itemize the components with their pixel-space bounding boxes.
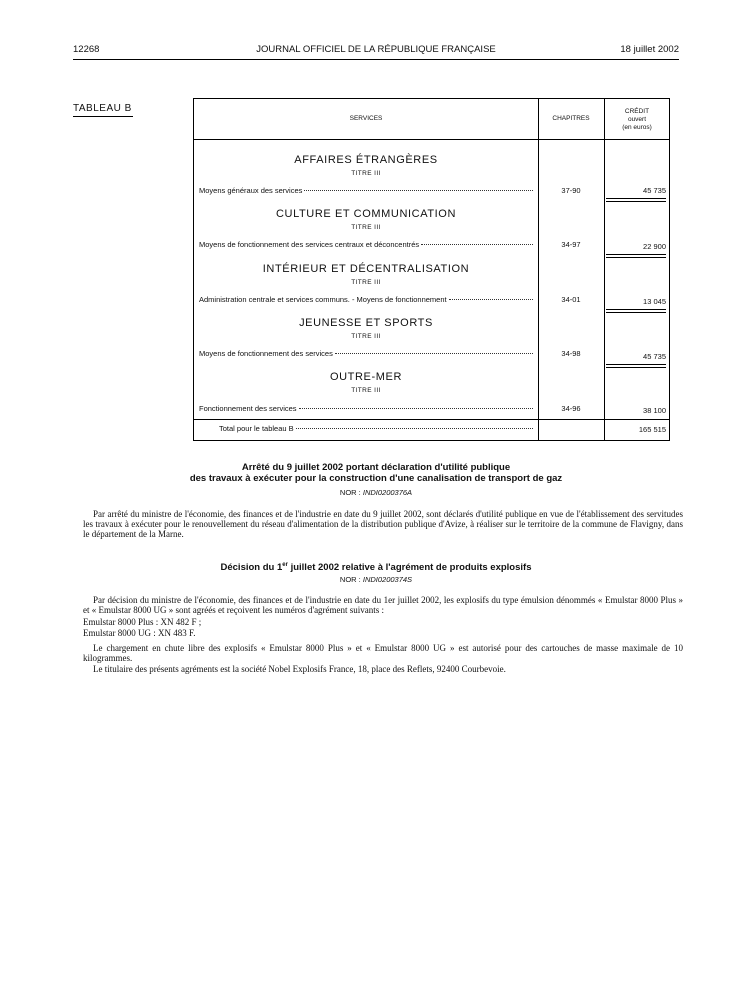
- leader-dots: [299, 408, 533, 409]
- leader-dots: [421, 244, 533, 245]
- section-title: JEUNESSE ET SPORTS: [299, 317, 433, 329]
- amount-rule: [606, 198, 666, 202]
- credit-value: 22 900: [643, 242, 666, 251]
- nor-label: NOR :: [339, 488, 361, 497]
- leader-dots: [304, 190, 533, 191]
- journal-title: JOURNAL OFFICIEL DE LA RÉPUBLIQUE FRANÇAISE: [256, 44, 496, 55]
- section-line: [199, 349, 533, 358]
- line-label: Fonctionnement des services: [199, 404, 297, 413]
- col-header-services: SERVICES: [349, 115, 383, 122]
- credit-header-line: (en euros): [622, 124, 652, 131]
- tableau-label-underline: [73, 116, 133, 117]
- decision-item-1: Emulstar 8000 Plus : XN 482 F ;: [83, 617, 202, 627]
- amount-rule: [606, 364, 666, 368]
- chapitre-value: 34-97: [561, 240, 581, 249]
- decision-title: [73, 560, 679, 573]
- amount-rule: [606, 309, 666, 313]
- total-divider: [194, 419, 669, 420]
- line-label: Moyens de fonctionnement des services centraux et déconcentrés: [199, 240, 420, 249]
- credit-value: 38 100: [643, 406, 666, 415]
- credit-value: 13 045: [643, 297, 666, 306]
- column-divider: [538, 99, 539, 440]
- decision-nor: [73, 575, 679, 584]
- section-line: [199, 240, 533, 249]
- section-line: [199, 404, 533, 413]
- total-value: 165 515: [638, 425, 666, 434]
- decision-paragraph-3: Le titulaire des présents agréments est la société Nobel Explosifs France, 18, place des Reflets, 92400 Courbevoie.: [93, 664, 506, 674]
- arrete-title-line1: Arrêté du 9 juillet 2002 portant déclaration d'utilité publique: [241, 462, 511, 473]
- line-label: Administration centrale et services communs. - Moyens de fonctionnement: [199, 295, 447, 304]
- total-line: [219, 424, 533, 433]
- section-titre: TITRE III: [351, 279, 381, 286]
- credit-value: 45 735: [643, 352, 666, 361]
- credit-header-line: ouvert: [627, 116, 647, 123]
- amount-rule: [606, 254, 666, 258]
- total-label: Total pour le tableau B: [219, 424, 294, 433]
- issue-date: 18 juillet 2002: [620, 44, 679, 55]
- col-header-credit: [604, 108, 670, 132]
- section-line: [199, 295, 533, 304]
- nor-code: INDI0200374S: [362, 575, 413, 584]
- decision-item-2: Emulstar 8000 UG : XN 483 F.: [83, 628, 196, 638]
- credit-header-line: CRÉDIT: [624, 108, 650, 115]
- chapitre-value: 37-90: [561, 186, 581, 195]
- decision-paragraph-2: Le chargement en chute libre des explosifs « Emulstar 8000 Plus » et « Emulstar 8000 UG » est autorisé pour des cartouches de masse maximale de 10 kilogrammes.: [83, 643, 683, 663]
- section-title: OUTRE-MER: [329, 371, 402, 383]
- section-line: [199, 186, 533, 195]
- leader-dots: [296, 428, 533, 429]
- decision-title-post: juillet 2002 relative à l'agrément de produits explosifs: [287, 562, 532, 574]
- chapitre-value: 34-96: [561, 404, 581, 413]
- leader-dots: [335, 353, 533, 354]
- decision-title-pre: Décision du 1: [220, 562, 283, 574]
- decision-paragraph-1: Par décision du ministre de l'économie, des finances et de l'industrie en date du 1er juillet 2002, les explosifs du type émulsion dénommés « Emulstar 8000 Plus » et « Emulstar 8000 UG » sont agréés et reçoivent les numéros d'agrément suivants :: [83, 595, 683, 615]
- tableau-label: TABLEAU B: [73, 103, 132, 114]
- header-rule: [73, 59, 679, 60]
- section-title: AFFAIRES ÉTRANGÈRES: [294, 154, 438, 166]
- section-title: CULTURE ET COMMUNICATION: [275, 208, 456, 220]
- arrete-paragraph: Par arrêté du ministre de l'économie, des finances et de l'industrie en date du 9 juillet 2002, sont déclarés d'utilité publique en vue de l'établissement des servitudes les travaux à exécuter pour le renouvellement du réseau d'alimentation de la distribution publique d'Avize, à réaliser sur le territoire de la commune de Flavigny, dans le département de la Marne.: [83, 509, 683, 539]
- column-divider: [604, 99, 605, 440]
- line-label: Moyens de fonctionnement des services: [199, 349, 333, 358]
- credit-value: 45 735: [643, 186, 666, 195]
- nor-label: NOR :: [339, 575, 361, 584]
- tableau-b-table: [193, 98, 670, 441]
- arrete-title-line2: des travaux à exécuter pour la construction d'une canalisation de transport de gaz: [189, 473, 563, 484]
- section-titre: TITRE III: [351, 170, 381, 177]
- decision-title-sup: er: [282, 562, 288, 568]
- section-titre: TITRE III: [351, 224, 381, 231]
- header-divider: [194, 139, 669, 140]
- section-titre: TITRE III: [351, 387, 381, 394]
- chapitre-value: 34-01: [561, 295, 581, 304]
- col-header-chapitres: CHAPITRES: [552, 115, 590, 122]
- line-label: Moyens généraux des services: [199, 186, 303, 195]
- page-number: 12268: [73, 44, 100, 55]
- section-titre: TITRE III: [351, 333, 381, 340]
- leader-dots: [449, 299, 533, 300]
- nor-code: INDI0200376A: [362, 488, 413, 497]
- section-title: INTÉRIEUR ET DÉCENTRALISATION: [262, 263, 470, 275]
- chapitre-value: 34-98: [561, 349, 581, 358]
- arrete-nor: [73, 488, 679, 497]
